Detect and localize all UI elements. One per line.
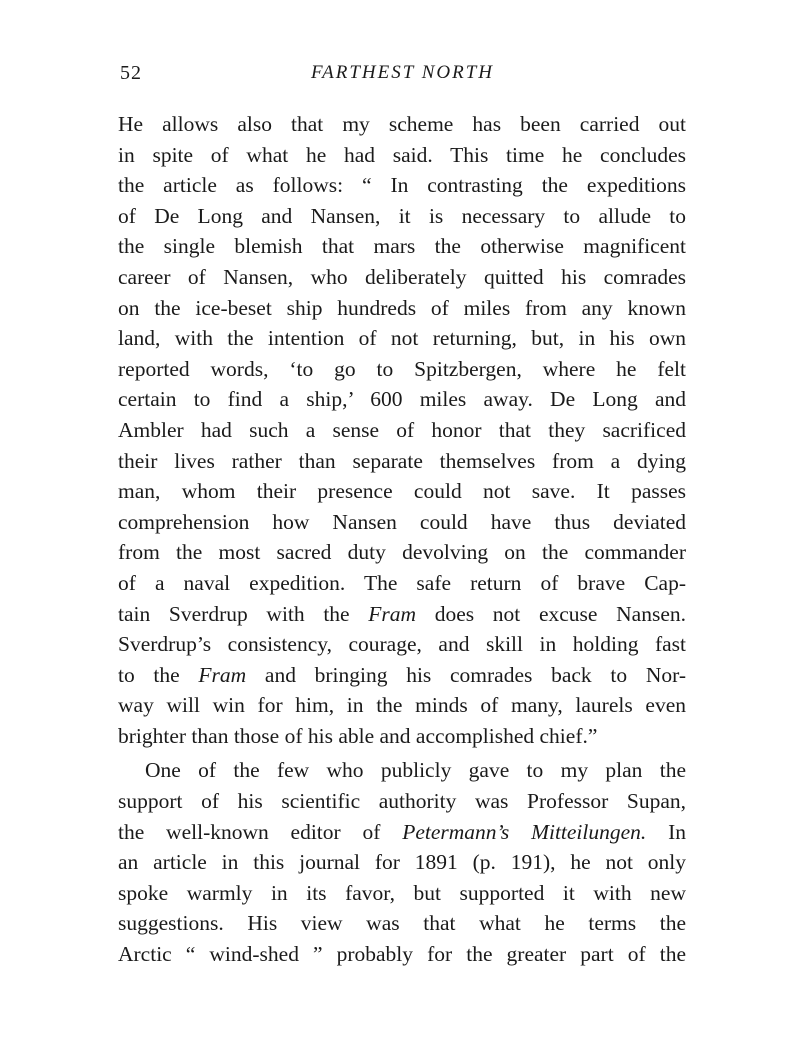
text-line: comprehension how Nansen could have thus deviated	[118, 509, 686, 534]
text-line: reported words, ‘to go to Spitzbergen, where he felt	[118, 356, 686, 381]
text-segment: to the	[118, 662, 199, 687]
paragraph-1	[118, 109, 686, 751]
text-line	[118, 817, 686, 848]
ship-name-italic: Fram	[198, 662, 247, 687]
text-line: He allows also that my scheme has been carried out	[118, 112, 686, 136]
text-line: way will win for him, in the minds of many, laurels even	[118, 693, 686, 718]
text-segment: does not excuse Nansen.	[416, 601, 686, 626]
text-line: of De Long and Nansen, it is necessary to allude to	[118, 203, 686, 228]
text-line: an article in this journal for 1891 (p. 191), he not only	[118, 850, 686, 875]
text-line: support of his scientific authority was Professor Supan,	[118, 789, 686, 814]
text-line: from the most sacred duty devolving on the commander	[118, 540, 686, 565]
text-line: certain to find a ship,’ 600 miles away. De Long and	[118, 387, 686, 412]
text-line: the single blemish that mars the otherwise magnificent	[118, 234, 686, 259]
text-line: brighter than those of his able and accomplished chief.”	[118, 723, 598, 748]
text-segment: the well-known editor of	[118, 819, 403, 844]
text-line: the article as follows: “ In contrasting the expeditions	[118, 173, 686, 198]
body-text	[118, 109, 686, 970]
text-line: Sverdrup’s consistency, courage, and skill in holding fast	[118, 632, 686, 657]
text-line	[118, 599, 686, 630]
text-line: on the ice-beset ship hundreds of miles from any known	[118, 295, 686, 320]
running-title: FARTHEST NORTH	[310, 62, 495, 83]
text-line: land, with the intention of not returning, but, in his own	[118, 326, 686, 351]
text-line: Arctic “ wind-shed ” probably for the greater part of the	[118, 942, 686, 967]
text-line: suggestions. His view was that what he terms the	[118, 911, 686, 936]
paragraph-2	[118, 755, 686, 969]
text-line: in spite of what he had said. This time he concludes	[118, 142, 686, 167]
text-segment: In	[646, 819, 687, 844]
ship-name-italic: Fram	[368, 601, 417, 626]
page-number: 52	[120, 62, 142, 84]
text-segment: and bringing his comrades back to Nor-	[246, 662, 686, 687]
text-line: Ambler had such a sense of honor that they sacrificed	[118, 417, 686, 442]
text-line: their lives rather than separate themselves from a dying	[118, 448, 686, 473]
text-segment: tain Sverdrup with the	[118, 601, 369, 626]
text-line: man, whom their presence could not save. It passes	[118, 479, 686, 504]
text-line: career of Nansen, who deliberately quitted his comrades	[118, 264, 686, 289]
journal-title-italic: Petermann’s Mitteilungen.	[402, 819, 647, 844]
text-line	[118, 660, 686, 691]
text-line: spoke warmly in its favor, but supported it with new	[118, 880, 686, 905]
text-line: of a naval expedition. The safe return of brave Cap-	[118, 570, 686, 595]
text-line: One of the few who publicly gave to my plan the	[145, 758, 686, 783]
running-head	[120, 62, 685, 86]
